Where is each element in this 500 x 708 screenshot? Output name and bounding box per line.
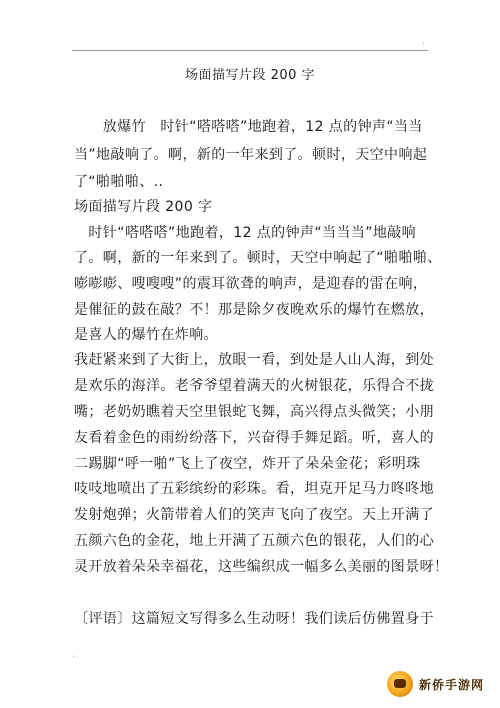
text-line: 放爆竹 时针“嗒嗒嗒”地跑着，12 点的钟声“当当 <box>74 119 423 135</box>
footer-tick: ' <box>73 655 75 662</box>
text-line: 是欢乐的海洋。老爷爷望着满天的火树银花，乐得合不拢 <box>74 378 434 394</box>
text-line: 了。啊，新的一年来到了。顿时，天空中响起了“啪啪啪、 <box>74 250 442 266</box>
text-line: 嘴；老奶奶瞧着天空里银蛇飞舞，高兴得点头微笑；小朋 <box>74 404 434 420</box>
text-line: 二踢脚“呼一啪”飞上了夜空，炸开了朵朵金花；彩明珠 <box>74 456 421 472</box>
text-line: 吱吱地喷出了五彩缤纷的彩珠。看，坦克开足马力咚咚地 <box>74 481 434 497</box>
section-heading: 场面描写片段 200 字 <box>74 199 213 215</box>
text-line: 五颜六色的金花，地上开满了五颜六色的银花，人们的心 <box>74 533 434 549</box>
comment-line: 〔评语〕这篇短文写得多么生动呀！我们读后仿佛置身于 <box>74 611 434 627</box>
text-line: 了“啪啪啪、.. <box>74 174 164 190</box>
text-line: 友看着金色的雨纷纷落下，兴奋得手舞足蹈。听，喜人的 <box>74 430 434 446</box>
text-line: 是催征的鼓在敲？不！那是除夕夜晚欢乐的爆竹在燃放， <box>74 302 434 318</box>
site-watermark <box>383 668 492 700</box>
page-title: 场面描写片段 200 字 <box>184 68 316 83</box>
text-line: 发射炮弹；火箭带着人们的笑声飞向了夜空。天上开满了 <box>74 507 434 523</box>
text-line: 我赶紧来到了大街上，放眼一看，到处是人山人海，到处 <box>74 352 434 368</box>
mascot-logo-icon <box>387 671 413 697</box>
header-tick: ' <box>423 42 425 49</box>
text-line: 是喜人的爆竹在炸响。 <box>74 327 218 343</box>
text-line: 时针“嗒嗒嗒”地跑着，12 点的钟声“当当当”地敲响 <box>74 225 417 241</box>
header-rule <box>72 50 428 51</box>
text-line: 灵开放着朵朵幸福花，这些编织成一幅多么美丽的图景呀！ <box>74 559 449 575</box>
text-line: 嘭嘭嘭、嗖嗖嗖”的震耳欲聋的响声，是迎春的雷在响， <box>74 276 428 292</box>
watermark-text: 新侨手游网 <box>418 677 484 692</box>
text-line: 当”地敲响了。啊，新的一年来到了。顿时，天空中响起 <box>74 147 428 163</box>
